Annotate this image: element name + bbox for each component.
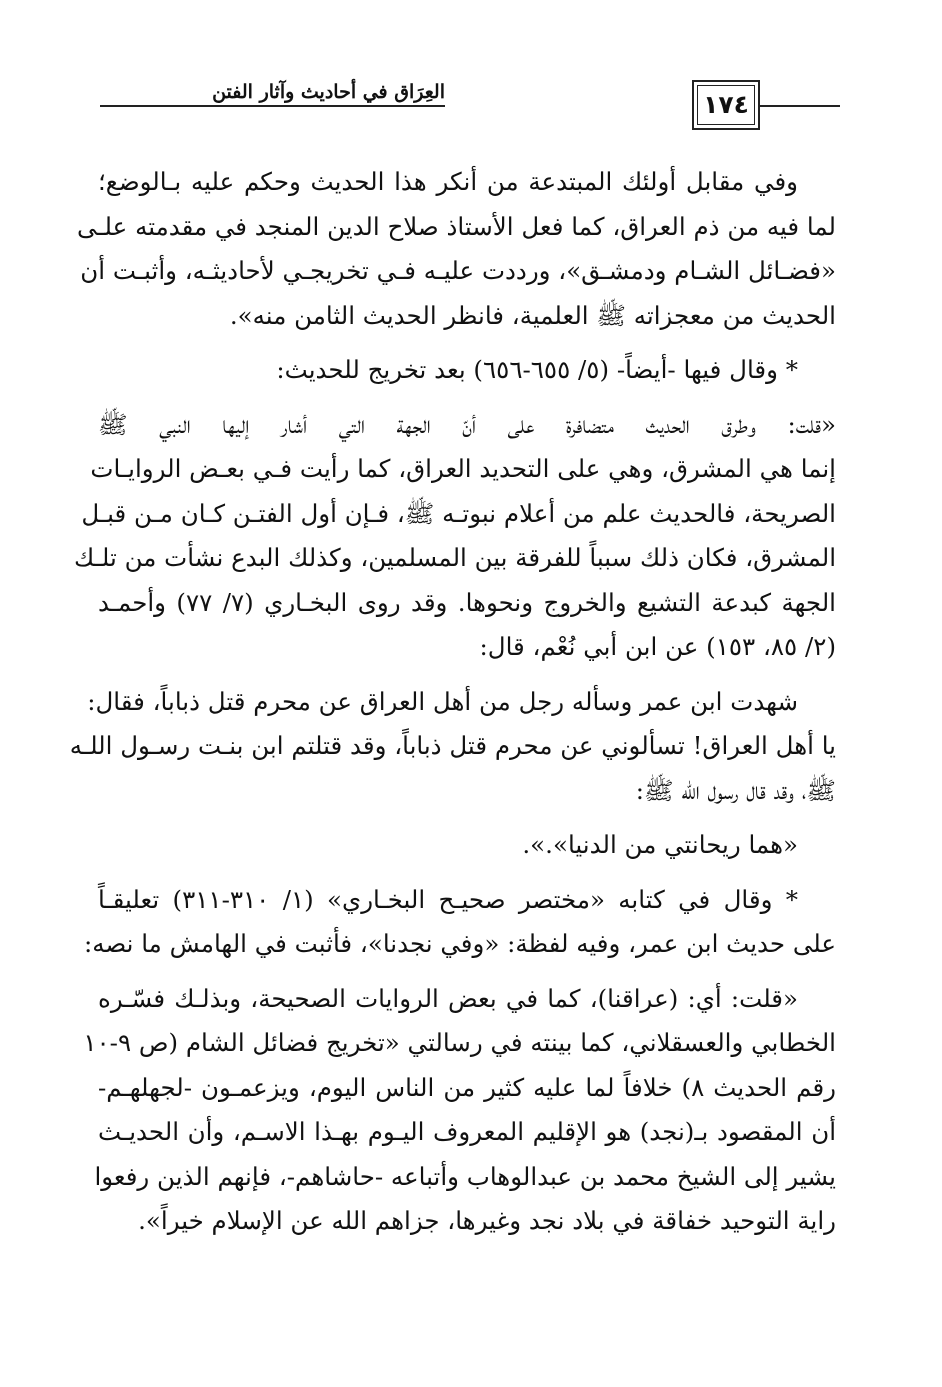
text-line: «قلت: أي: (عراقنا)، كما في بعض الروايات الصحيحة، وبذلـك فسّـره [98,983,798,1013]
text-line: ﷺ، وقد قال رسول الله ﷺ: [635,775,836,805]
page-header [100,70,840,140]
page-number-frame [692,80,760,130]
page-number: ١٧٤ [703,90,749,119]
paragraph-4 [69,680,836,814]
book-title: العِرَاق في أحاديث وآثار الفتن [212,81,445,103]
paragraph-3 [74,403,836,670]
text-line: الخطابي والعسقلاني، كما بينته في رسالتي «تخريج فضائل الشام (ص ٩-١٠ [83,1028,836,1057]
text-line: يشير إلى الشيخ محمد بن عبدالوهاب وأتباعه -حاشاهم-، فإنهم الذين رفعوا [94,1161,836,1191]
text-line: «هما ريحانتي من الدنيا».». [522,830,798,859]
header-rule-right [760,105,840,107]
paragraph-7 [83,977,836,1244]
text-line: الصريحة، فالحديث علم من أعلام نبوتـه ﷺ، فـإن أول الفتـن كـان مـن قبـل [81,498,836,528]
text-line: المشرق، فكان ذلك سبباً للفرقة بين المسلمين، وكذلك البدع نشأت من تلـك [74,543,836,572]
page-body [69,160,836,1244]
text-line: الجهة كبدعة التشيع والخروج ونحوها. وقد روى البخـاري (٧/ ٧٧) وأحمـد [98,587,836,617]
text-line: على حديث ابن عمر، وفيه لفظة: «وفي نجدنا»، فأثبت في الهامش ما نصه: [83,929,836,958]
paragraph-1 [76,160,836,338]
text-line: «قلت: وطرق الحديث متضافرة على أنّ الجهة التي أشار إليها النبي ﷺ [98,409,836,439]
text-line: أن المقصود بـ(نجد) هو الإقليم المعروف اليـوم بهـذا الاسـم، وأن الحديـث [98,1117,836,1146]
text-line: * وقال فيها -أيضاً- (٥/ ٦٥٥-٦٥٦) بعد تخريج للحديث: [276,355,798,384]
text-line: لما فيه من ذم العراق، كما فعل الأستاذ صلاح الدين المنجد في مقدمته علـى [76,211,836,241]
text-line: * وقال في كتابه «مختصر صحيـح البخـاري» (١/ ٣١٠-٣١١) تعليقـاً [98,884,798,914]
paragraph-6 [83,878,836,967]
text-line: شهدت ابن عمر وسأله رجل من أهل العراق عن محرم قتل ذباباً، فقال: [87,686,798,716]
text-line: رقم الحديث ٨) خلافاً لما عليه كثير من الناس اليوم، ويزعمـون -لجهلهـم- [98,1072,836,1102]
paragraph-5 [98,823,836,868]
text-line: «فضـائل الشـام ودمشـق»، ورددت عليـه فـي تخريجـي لأحاديثـه، وأثبـت أن [80,256,836,285]
text-line: وفي مقابل أولئك المبتدعة من أنكر هذا الحديث وحكم عليه بـالوضع؛ [98,167,798,196]
text-line: الحديث من معجزاته ﷺ العلمية، فانظر الحديث الثامن منه». [229,300,836,330]
text-line: يا أهل العراق! تسألوني عن محرم قتل ذباباً، وقد قتلتم ابن بنـت رسـول اللـه [69,731,836,760]
paragraph-2 [98,348,836,393]
text-line: إنما هي المشرق، وهي على التحديد العراق، كما رأيت فـي بعـض الروايـات [90,454,836,483]
text-line: راية التوحيد خفاقة في بلاد نجد وغيرها، جزاهم الله عن الإسلام خيراً». [138,1206,836,1235]
text-line: (٢/ ٨٥، ١٥٣) عن ابن أبي نُعْم، قال: [479,632,836,661]
